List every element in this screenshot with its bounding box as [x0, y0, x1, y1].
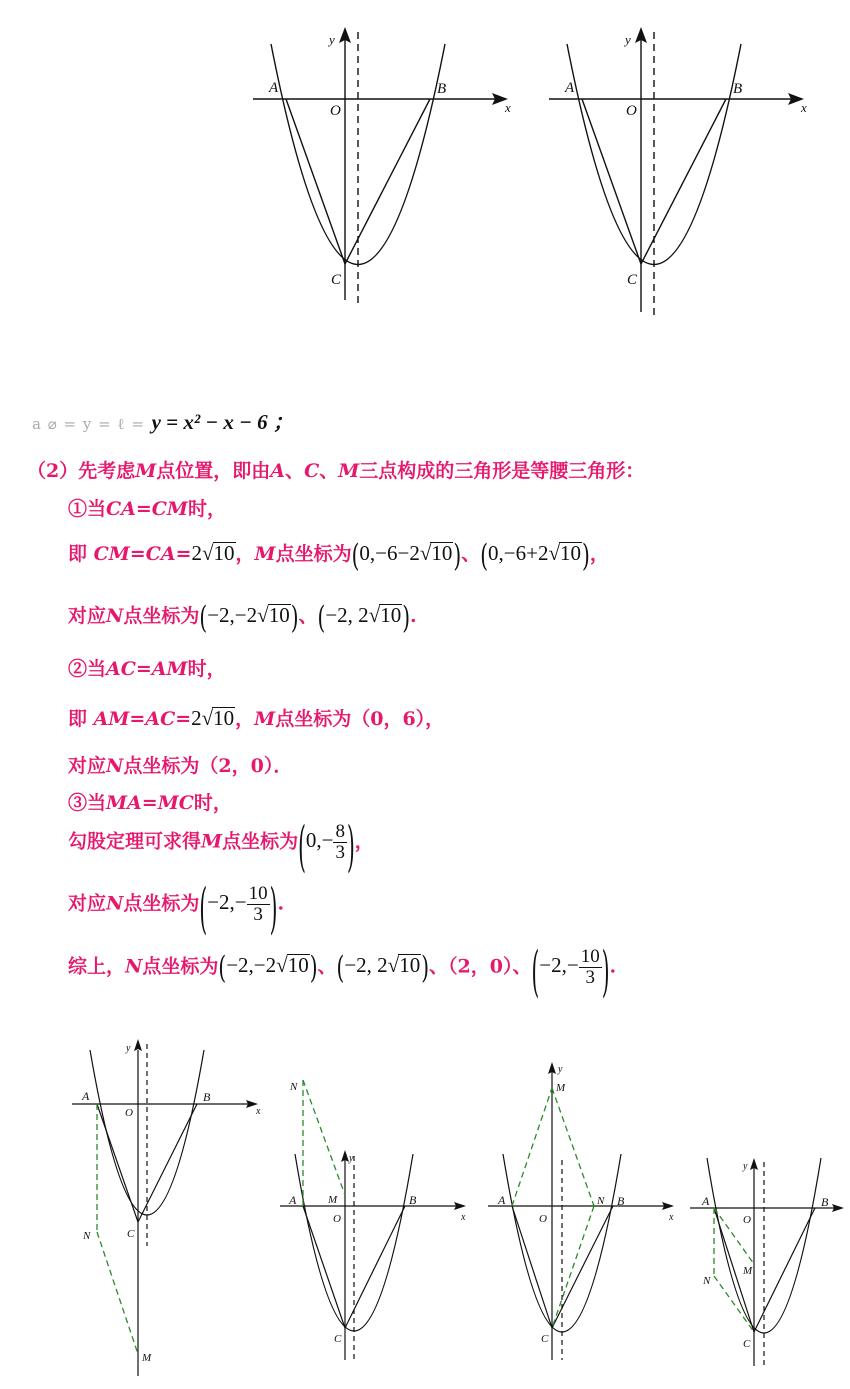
- part2-header: （2）先考虑M点位置，即由A、C、M三点构成的三角形是等腰三角形：: [27, 460, 645, 482]
- case2-line2: 即 AM=AC=2√10，M点坐标为（0，6），: [68, 706, 445, 730]
- case1-line3: 对应N点坐标为(−2,−2√10)、(−2, 2√10).: [68, 598, 417, 636]
- answer-line-1: [32, 406, 294, 436]
- bottom-figure-3: [486, 1060, 686, 1360]
- dashed-n-m: [303, 1080, 345, 1195]
- label-b: B: [617, 1194, 625, 1208]
- label-c: C: [627, 272, 638, 288]
- label-c: C: [334, 1333, 342, 1345]
- label-c: C: [331, 272, 342, 288]
- label-n: N: [703, 1275, 711, 1287]
- label-o: O: [330, 103, 341, 119]
- label-n: N: [290, 1081, 298, 1093]
- bottom-figure-1: [70, 1036, 270, 1376]
- segment-cb: [754, 1208, 815, 1332]
- label-c: C: [541, 1333, 549, 1345]
- faded-prefix: a ⌀ = y = ℓ =: [32, 415, 145, 433]
- label-n: N: [83, 1230, 91, 1242]
- label-c: C: [743, 1338, 751, 1350]
- case2-header: ②当AC=AM时，: [68, 658, 226, 680]
- label-b: B: [409, 1193, 417, 1207]
- case3-line3: 对应N点坐标为(−2,− $\frac{10}{3}$ ).: [68, 875, 285, 941]
- case3-header: ③当MA=MC时，: [68, 792, 232, 814]
- label-o: O: [626, 103, 637, 119]
- label-a: A: [498, 1193, 506, 1207]
- label-n: N: [597, 1195, 605, 1207]
- label-m: M: [142, 1352, 152, 1364]
- label-b: B: [733, 81, 743, 97]
- label-o: O: [333, 1213, 341, 1225]
- label-m: M: [743, 1265, 753, 1277]
- label-o: O: [743, 1214, 751, 1226]
- segment-ac: [286, 99, 345, 264]
- dashed-m-n: [552, 1088, 594, 1206]
- label-m: M: [328, 1194, 338, 1206]
- label-o: O: [539, 1213, 547, 1225]
- label-c: C: [127, 1228, 135, 1240]
- label-x: x: [669, 1212, 674, 1223]
- case2-line3: 对应N点坐标为（2，0）．: [68, 755, 293, 777]
- label-m: M: [556, 1082, 566, 1094]
- label-y: y: [329, 32, 335, 47]
- label-y: y: [558, 1064, 563, 1075]
- label-a: A: [269, 80, 279, 96]
- label-x: x: [461, 1212, 466, 1223]
- label-y: y: [126, 1043, 131, 1054]
- parabola-equation: y = x² − x − 6 ；: [151, 410, 294, 434]
- label-o: O: [125, 1107, 133, 1119]
- label-b: B: [821, 1195, 829, 1209]
- y-axis-arrow: [134, 1039, 142, 1051]
- case3-line2: 勾股定理可求得M点坐标为(0,− $\frac{8}{3}$ )，: [68, 813, 374, 879]
- bottom-figure-4: [688, 1156, 848, 1366]
- label-a: A: [82, 1089, 90, 1103]
- segment-ac: [97, 1104, 138, 1222]
- dashed-a-m: [512, 1088, 552, 1206]
- summary-line: 综上，N点坐标为(−2,−2√10)、(−2, 2√10)、（2，0）、(−2,− $\frac{10}{3}$ ).: [68, 938, 617, 1004]
- segment-ac: [582, 99, 641, 264]
- label-b: B: [437, 81, 447, 97]
- top-figure-1: [250, 22, 520, 322]
- dashed-n-c: [552, 1206, 594, 1328]
- label-y: y: [349, 1153, 354, 1164]
- label-b: B: [203, 1090, 211, 1104]
- top-figure-2: [546, 22, 816, 322]
- label-y: y: [625, 32, 631, 47]
- label-x: x: [256, 1106, 261, 1117]
- label-a: A: [702, 1194, 710, 1208]
- case1-line2: 即 CM=CA=2√10，M点坐标为(0,−6−2√10)、(0,−6+2√10)，: [68, 536, 609, 574]
- label-a: A: [289, 1193, 297, 1207]
- label-x: x: [801, 100, 807, 115]
- dashed-n-m: [97, 1232, 138, 1354]
- label-x: x: [505, 100, 511, 115]
- bottom-figure-2: [278, 1070, 478, 1360]
- case1-header: ①当CA=CM时，: [68, 498, 226, 520]
- label-y: y: [743, 1161, 748, 1172]
- label-a: A: [565, 80, 575, 96]
